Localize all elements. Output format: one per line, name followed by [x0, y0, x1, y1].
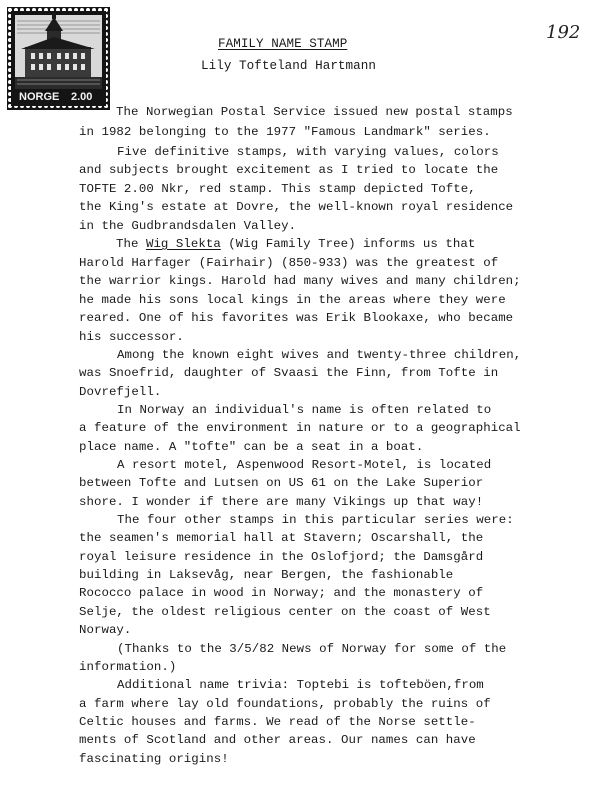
body-line: the warrior kings. Harold had many wives and many children;: [79, 274, 521, 288]
body-line: reared. One of his favorites was Erik Blookaxe, who became: [79, 311, 514, 325]
body-line: Among the known eight wives and twenty-three children,: [117, 348, 522, 362]
body-line: was Snoefrid, daughter of Svaasi the Finn, from Tofte in: [79, 366, 499, 380]
body-line: information.): [79, 660, 177, 674]
author-byline: Lily Tofteland Hartmann: [201, 59, 376, 73]
body-line: Celtic houses and farms. We read of the Norse settle-: [79, 715, 476, 729]
body-line: TOFTE 2.00 Nkr, red stamp. This stamp depicted Tofte,: [79, 182, 476, 196]
body-line: the King's estate at Dovre, the well-known royal residence: [79, 200, 514, 214]
body-text: The: [116, 237, 146, 251]
stamp-value: 2.00: [71, 91, 93, 103]
body-line: A resort motel, Aspenwood Resort-Motel, is located: [117, 458, 492, 472]
body-line: Dovrefjell.: [79, 385, 162, 399]
body-line: Rococco palace in wood in Norway; and the monastery of: [79, 586, 484, 600]
body-line: Norway.: [79, 623, 132, 637]
body-line: he made his sons local kings in the areas where they were: [79, 293, 506, 307]
body-line: [116, 237, 475, 251]
body-line: fascinating origins!: [79, 752, 229, 766]
body-line: place name. A "tofte" can be a seat in a boat.: [79, 440, 424, 454]
body-line: (Thanks to the 3/5/82 News of Norway for some of the: [117, 642, 507, 656]
body-line: The four other stamps in this particular series were:: [117, 513, 514, 527]
body-text: (Wig Family Tree) informs us that: [220, 237, 476, 251]
body-line: In Norway an individual's name is often related to: [117, 403, 492, 417]
body-line: Five definitive stamps, with varying values, colors: [117, 145, 499, 159]
body-line: shore. I wonder if there are many Vikings up that way!: [79, 495, 484, 509]
body-line: in 1982 belonging to the 1977 "Famous Landmark" series.: [79, 125, 491, 139]
body-line: and subjects brought excitement as I tried to locate the: [79, 163, 499, 177]
stamp-country: NORGE: [19, 91, 60, 103]
body-line: Additional name trivia: Toptebi is tofteböen,from: [117, 678, 484, 692]
body-line: in the Gudbrandsdalen Valley.: [79, 219, 297, 233]
body-line: The Norwegian Postal Service issued new postal stamps: [116, 105, 513, 119]
body-line: a farm where lay old foundations, probably the ruins of: [79, 697, 491, 711]
book-title: Wig Slekta: [145, 237, 221, 251]
document-title: FAMILY NAME STAMP: [218, 37, 348, 51]
page-number: 192: [546, 22, 581, 43]
body-line: ments of Scotland and other areas. Our names can have: [79, 733, 476, 747]
body-line: royal leisure residence in the Oslofjord; the Damsgård: [79, 550, 484, 564]
body-line: Selje, the oldest religious center on the coast of West: [79, 605, 491, 619]
norge-postage-stamp: [7, 7, 110, 110]
body-line: between Tofte and Lutsen on US 61 on the Lake Superior: [79, 476, 484, 490]
body-line: building in Laksevåg, near Bergen, the fashionable: [79, 568, 454, 582]
body-line: a feature of the environment in nature or to a geographical: [79, 421, 521, 435]
body-line: his successor.: [79, 330, 184, 344]
body-line: the seamen's memorial hall at Stavern; Oscarshall, the: [79, 531, 484, 545]
body-line: Harold Harfager (Fairhair) (850-933) was the greatest of: [79, 256, 499, 270]
